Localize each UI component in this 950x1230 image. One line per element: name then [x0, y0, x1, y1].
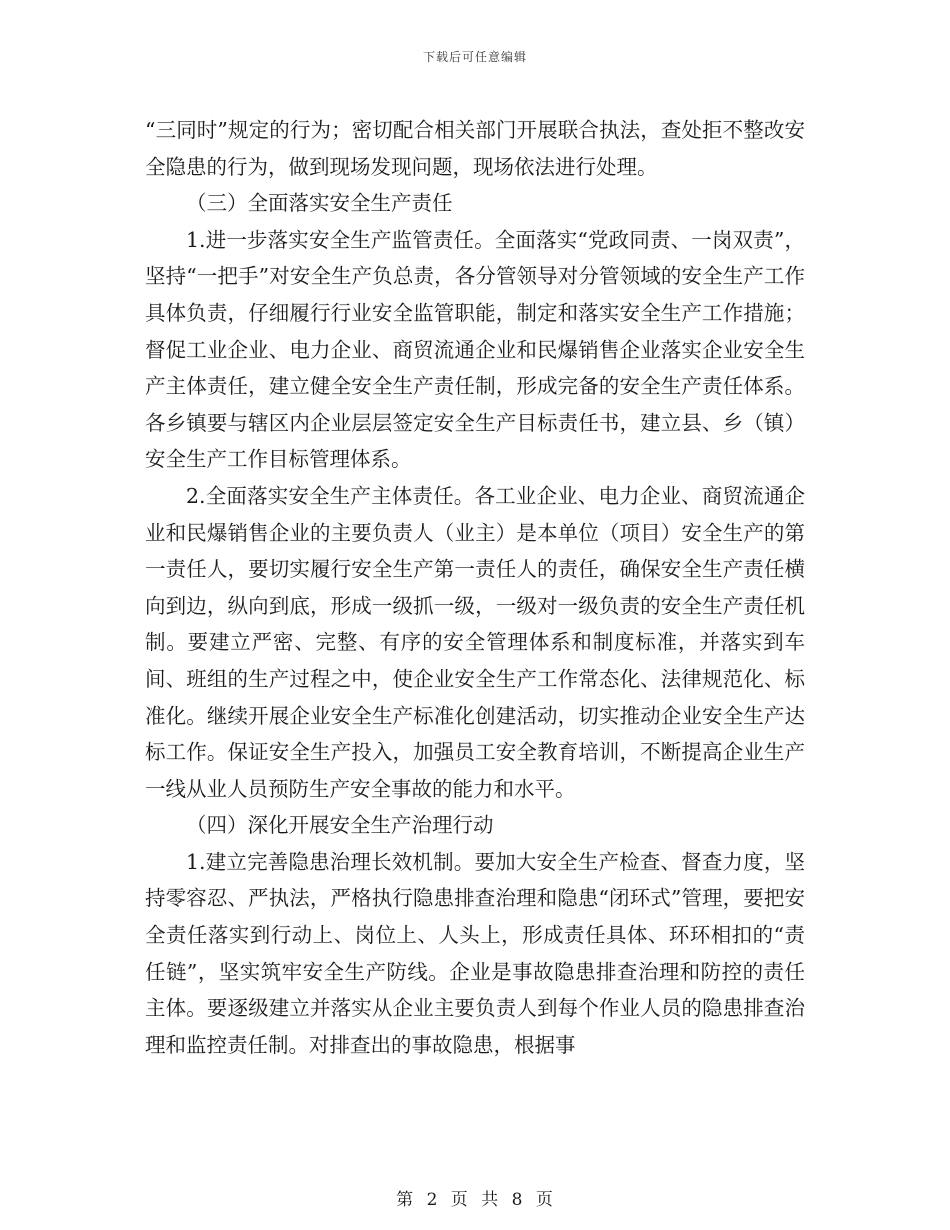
page-header: 下载后可任意编辑 [422, 50, 527, 64]
section-heading-4: （四）深化开展安全生产治理行动 [186, 813, 494, 838]
paragraph-continuation: “三同时”规定的行为；密切配合相关部门开展联合执法，查处拒不整改安全隐患的行为，做到现场发现问题，现场依法进行处理。 [145, 118, 805, 179]
document-body [145, 112, 805, 1063]
paragraph-hazard-mechanism: 1.建立完善隐患治理长效机制。要加大安全生产检查、督查力度，坚持零容忍、严执法，严格执行隐患排查治理和隐患“闭环式”管理，要把安全责任落实到行动上、岗位上、人头上，形成责任具体、环环相扣的“责任链”，坚实筑牢安全生产防线。企业是事故隐患排查治理和防控的责任主体。要逐级建立并落实从企业主要负责人到每个作业人员的隐患排查治理和监控责任制。对排查出的事故隐患，根据事 [145, 849, 805, 1057]
paragraph-main-responsibility: 2.全面落实安全生产主体责任。各工业企业、电力企业、商贸流通企业和民爆销售企业的主要负责人（业主）是本单位（项目）安全生产的第一责任人，要切实履行安全生产第一责任人的责任，确保安全生产责任横向到边，纵向到底，形成一级抓一级，一级对一级负责的安全生产责任机制。要建立严密、完整、有序的安全管理体系和制度标准，并落实到车间、班组的生产过程之中，使企业安全生产工作常态化、法律规范化、标准化。继续开展企业安全生产标准化创建活动，切实推动企业安全生产达标工作。保证安全生产投入，加强员工安全教育培训，不断提高企业生产一线从业人员预防生产安全事故的能力和水平。 [145, 483, 805, 801]
paragraph-supervision-responsibility: 1.进一步落实安全生产监管责任。全面落实“党政同责、一岗双责”，坚持“一把手”对安全生产负总责，各分管领导对分管领域的安全生产工作具体负责，仔细履行行业安全监管职能，制定和落实安全生产工作措施；督促工业企业、电力企业、商贸流通企业和民爆销售企业落实企业安全生产主体责任，建立健全安全生产责任制，形成完备的安全生产责任体系。各乡镇要与辖区内企业层层签定安全生产目标责任书，建立县、乡（镇）安全生产工作目标管理体系。 [145, 227, 805, 472]
page-number-footer: 第 2 页 共 8 页 [396, 1190, 554, 1210]
section-heading-3: （三）全面落实安全生产责任 [186, 191, 453, 216]
